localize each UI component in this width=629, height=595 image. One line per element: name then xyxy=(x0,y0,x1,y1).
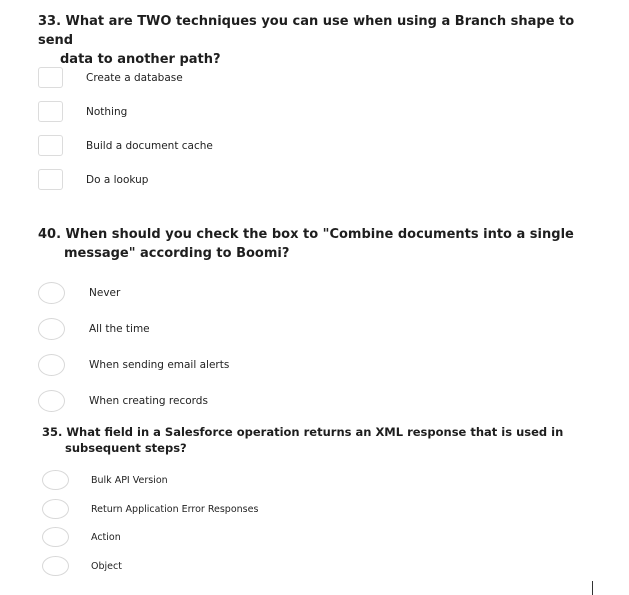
radio-button[interactable] xyxy=(38,318,65,340)
radio-button[interactable] xyxy=(42,499,69,519)
option-label: Return Application Error Responses xyxy=(91,503,259,515)
option-label: Bulk API Version xyxy=(91,474,168,486)
radio-button[interactable] xyxy=(38,354,65,376)
question-33-title-line1: 33. What are TWO techniques you can use when using a Branch shape to send xyxy=(38,14,575,48)
question-35-option-4[interactable] xyxy=(42,556,122,576)
checkbox[interactable] xyxy=(38,67,63,88)
question-33-option-4[interactable] xyxy=(38,169,148,190)
question-33-option-3[interactable] xyxy=(38,135,213,156)
option-label: When creating records xyxy=(89,395,208,407)
option-label: Never xyxy=(89,287,121,299)
question-35-option-3[interactable] xyxy=(42,527,121,547)
option-label: All the time xyxy=(89,323,150,335)
text-cursor xyxy=(592,581,593,595)
question-40-option-4[interactable] xyxy=(38,390,208,412)
option-label: Do a lookup xyxy=(86,173,149,186)
question-35-title-line1: 35. What field in a Salesforce operation returns an XML response that is used in xyxy=(42,425,564,439)
question-40-option-3[interactable] xyxy=(38,354,229,376)
radio-button[interactable] xyxy=(42,556,69,576)
option-label: Object xyxy=(91,560,122,572)
question-35-option-2[interactable] xyxy=(42,499,258,519)
radio-button[interactable] xyxy=(38,282,65,304)
question-35-option-1[interactable] xyxy=(42,470,168,490)
question-40-title xyxy=(38,225,598,263)
option-label: Action xyxy=(91,531,121,543)
question-35-title xyxy=(42,424,602,456)
question-40-title-line1: 40. When should you check the box to "Combine documents into a single xyxy=(38,227,574,242)
checkbox[interactable] xyxy=(38,135,63,156)
option-label: Create a database xyxy=(86,71,183,84)
option-label: Nothing xyxy=(86,105,128,118)
question-40-option-1[interactable] xyxy=(38,282,120,304)
question-33-option-1[interactable] xyxy=(38,67,183,88)
radio-button[interactable] xyxy=(42,527,69,547)
question-40-option-2[interactable] xyxy=(38,318,150,340)
question-33-title-line2: data to another path? xyxy=(60,52,221,67)
radio-button[interactable] xyxy=(42,470,69,490)
option-label: Build a document cache xyxy=(86,139,213,152)
question-35-title-line2: subsequent steps? xyxy=(65,441,187,455)
radio-button[interactable] xyxy=(38,390,65,412)
question-40-title-line2: message" according to Boomi? xyxy=(64,246,290,261)
checkbox[interactable] xyxy=(38,169,63,190)
checkbox[interactable] xyxy=(38,101,63,122)
question-33-option-2[interactable] xyxy=(38,101,127,122)
question-33-title xyxy=(38,12,598,69)
option-label: When sending email alerts xyxy=(89,359,230,371)
